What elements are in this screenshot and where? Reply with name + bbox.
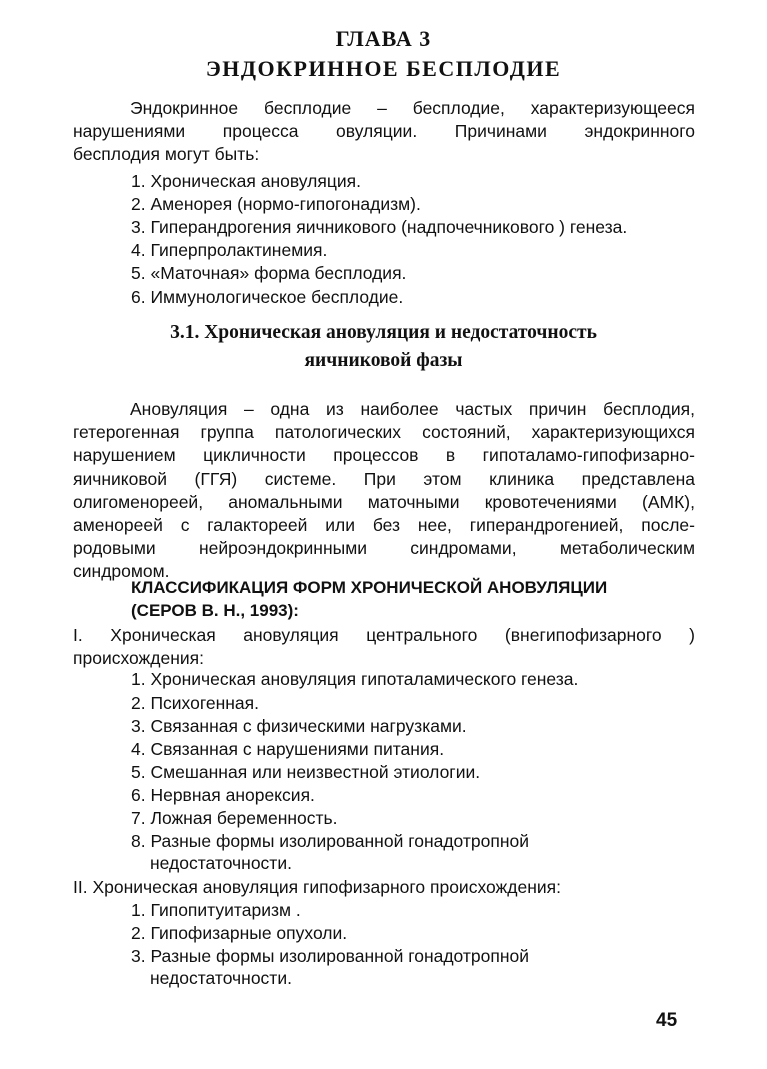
group1-item: 3. Связанная с физическими нагрузками. bbox=[131, 716, 467, 736]
chapter-label: ГЛАВА 3 bbox=[335, 26, 432, 51]
paragraph-line: аменореей с галактореей или без нее, гиперандрогенией, после- bbox=[73, 515, 695, 536]
group1-item: 2. Психогенная. bbox=[131, 693, 259, 713]
group1-item: 6. Нервная анорексия. bbox=[131, 785, 315, 805]
intro-line: Эндокринное бесплодие – бесплодие, характеризующееся bbox=[130, 98, 695, 118]
group1-item: 4. Связанная с нарушениями питания. bbox=[131, 739, 445, 759]
cause-item: 2. Аменорея (нормо-гипогонадизм). bbox=[131, 194, 421, 214]
chapter-title: ЭНДОКРИННОЕ БЕСПЛОДИЕ bbox=[205, 56, 562, 81]
cause-item: 6. Иммунологическое бесплодие. bbox=[131, 287, 404, 307]
group2-item: 1. Гипопитуитаризм . bbox=[131, 900, 301, 920]
paragraph-line: яичниковой (ГГЯ) системе. При этом клиника представлена bbox=[73, 468, 695, 489]
paragraph-line: Ановуляция – одна из наиболее частых причин бесплодия, bbox=[130, 399, 695, 419]
group2-item: 2. Гипофизарные опухоли. bbox=[131, 923, 348, 943]
group2-heading: II. Хроническая ановуляция гипофизарного происхождения: bbox=[73, 877, 561, 897]
cause-item: 4. Гиперпролактинемия. bbox=[131, 240, 328, 260]
group2-item-continued: недостаточности. bbox=[150, 968, 292, 988]
anovulation-paragraph bbox=[73, 398, 695, 584]
group1-item: 1. Хроническая ановуляция гипоталамического генеза. bbox=[131, 669, 579, 689]
group2-item: 3. Разные формы изолированной гонадотропной bbox=[131, 946, 530, 966]
page-number: 45 bbox=[656, 1010, 678, 1031]
paragraph-line: гетерогенная группа патологических состояний, характеризующихся bbox=[73, 422, 695, 443]
group1-item: 7. Ложная беременность. bbox=[131, 808, 338, 828]
group1-item: 8. Разные формы изолированной гонадотропной bbox=[131, 831, 530, 851]
intro-line: бесплодия могут быть: bbox=[73, 144, 260, 165]
intro-line: нарушениями процесса овуляции. Причинами эндокринного bbox=[73, 121, 695, 142]
classification-source: (СЕРОВ В. Н., 1993): bbox=[131, 601, 299, 620]
paragraph-line: родовыми нейроэндокринными синдромами, метаболическим bbox=[73, 538, 695, 559]
cause-item: 5. «Маточная» форма бесплодия. bbox=[131, 263, 407, 283]
group1-line: I. Хроническая ановуляция центрального (внегипофизарного ) bbox=[73, 625, 695, 645]
group1-item-continued: недостаточности. bbox=[150, 853, 292, 873]
intro-paragraph bbox=[73, 97, 695, 167]
group1-heading bbox=[73, 624, 695, 670]
paragraph-line: олигоменореей, аномальными маточными кровотечениями (АМК), bbox=[73, 491, 695, 512]
paragraph-line: синдромом. bbox=[73, 561, 170, 582]
group1-line: происхождения: bbox=[73, 648, 204, 669]
cause-item: 1. Хроническая ановуляция. bbox=[131, 171, 361, 191]
section-title-continued: яичниковой фазы bbox=[304, 350, 463, 371]
paragraph-line: нарушением цикличности процессов в гипоталамо-гипофизарно- bbox=[73, 445, 695, 466]
group1-item: 5. Смешанная или неизвестной этиологии. bbox=[131, 762, 481, 782]
cause-item: 3. Гиперандрогения яичникового (надпочечникового ) генеза. bbox=[131, 217, 628, 237]
section-title: 3.1. Хроническая ановуляция и недостаточность bbox=[170, 322, 597, 343]
classification-title: КЛАССИФИКАЦИЯ ФОРМ ХРОНИЧЕСКОЙ АНОВУЛЯЦИИ bbox=[131, 578, 608, 597]
